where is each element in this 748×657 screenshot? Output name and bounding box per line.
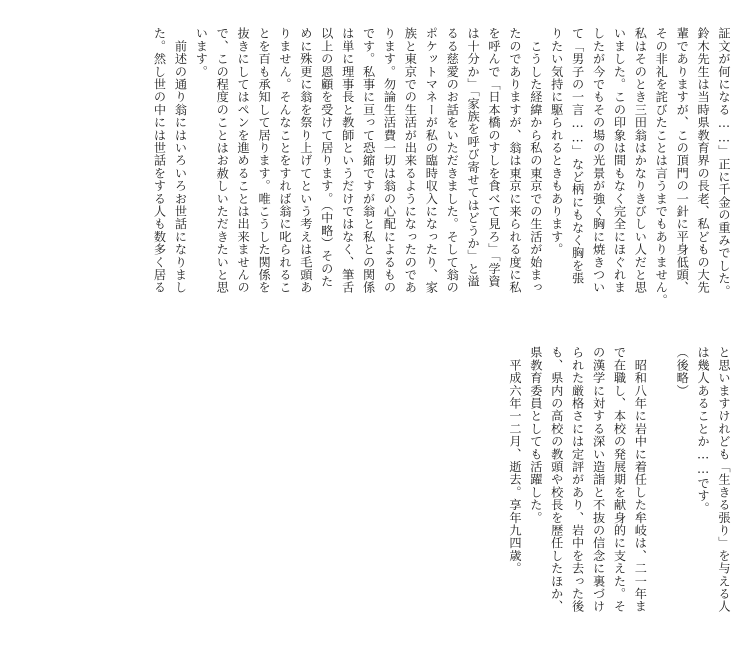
lower-text-block <box>504 346 734 636</box>
text-line: の漢学に対する深い造詣と不抜の信念に裏づけ <box>591 346 606 613</box>
text-line: られた厳格さには定評があり、岩中を去った後 <box>570 346 585 613</box>
text-line: て「男子の一言……」など柄にもなく胸を張 <box>570 27 585 285</box>
text-line: は単に理事長と教師というだけではなく、筆舌 <box>340 27 355 294</box>
text-line: 私はそのとき三田翁はかなりきびしい人だと思 <box>633 27 648 294</box>
text-line: は幾人あることか……です。 <box>696 346 711 515</box>
text-line: とを百も承知して居ります。唯こうした関係を <box>257 27 272 294</box>
text-line: 前述の通り翁にはいろいろお世話になりまし <box>173 27 188 294</box>
text-line: で、この程度のことはお赦しいただきたいと思 <box>215 27 230 294</box>
text-line: います。 <box>194 27 209 78</box>
text-line: りません。そんなことをすれば翁に叱られるこ <box>277 27 292 294</box>
text-line: 以上の恩顧を受けて居ります。（中略）そのた <box>319 27 334 288</box>
text-line: 族と東京での生活が出来るようになったのであ <box>403 27 418 294</box>
text-line: を呼んで「日本橋のすしを食べて見ろ」「学資 <box>487 27 502 288</box>
text-line: 証文が何になる……」正に千金の重みでした。 <box>717 27 731 298</box>
text-line: 昭和八年に岩中に着任した牟岐は、二一年ま <box>633 346 648 613</box>
text-line: は十分か」「家族を呼び寄せてはどうか」と溢 <box>466 27 481 288</box>
text-line: るる慈愛のお話をいただきました。そして翁の <box>445 27 460 294</box>
text-line: りたい気持に駆られるときもあります。 <box>549 27 564 256</box>
text-line: た。然し世の中には世話をする人も数多く居る <box>152 27 167 294</box>
text-line: こうした経緯から私の東京での生活が始まっ <box>528 27 543 294</box>
text-line: ポケットマネーが私の臨時収入になったり、家 <box>424 27 439 294</box>
text-line: いました。この印象は間もなく完全にほぐれま <box>612 27 627 294</box>
text-line: ります。勿論生活費一切は翁の心配によるもの <box>382 27 397 294</box>
text-line: その非礼を詫びたことは言うまでもありません。 <box>654 27 669 307</box>
upper-text-block <box>149 27 734 332</box>
text-line: （後略） <box>675 346 690 397</box>
text-line: で在職し、本校の発展期を献身的に支えた。そ <box>612 346 627 613</box>
text-line: 平成六年一二月、逝去。享年九四歳。 <box>507 346 522 575</box>
blank-line <box>650 346 671 636</box>
text-line: と思いますけれども「生きる張り」を与える人 <box>717 346 731 613</box>
text-line: 輩でありますが、この頂門の一針に平身低頭、 <box>675 27 690 294</box>
text-line: たのでありますが、翁は東京に来られる度に私 <box>507 27 522 294</box>
text-line: 鈴木先生は当時県教育界の長老、私どもの大先 <box>696 27 711 294</box>
text-line: も、県内の高校の教頭や校長を歴任したほか、 <box>549 346 564 613</box>
text-line: したが今でもその場の光景が強く胸に焼きつい <box>591 27 606 294</box>
text-line: 抜きにしてはペンを進めることは出来ませんの <box>236 27 251 294</box>
text-line: めに殊更に翁を祭り上げてという考えは毛頭あ <box>298 27 313 294</box>
text-line: です。私事に亘って恐縮ですが翁と私との関係 <box>361 27 376 294</box>
text-line: 県教育委員としても活躍した。 <box>528 346 543 524</box>
